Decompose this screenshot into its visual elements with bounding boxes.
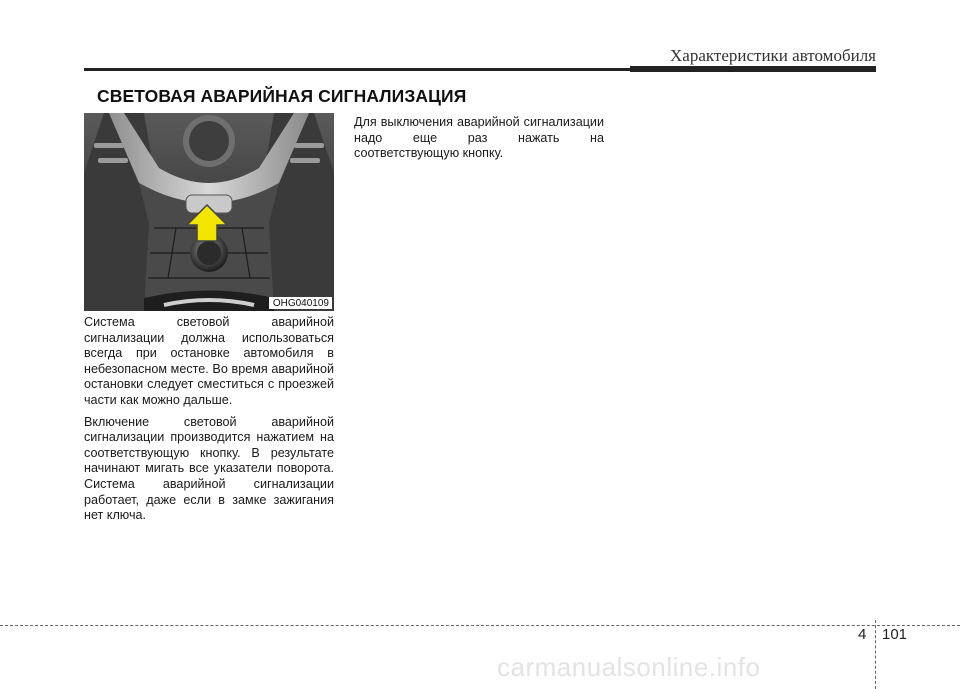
watermark: carmanualsonline.info [497, 652, 761, 682]
figure-code: OHG040109 [269, 297, 332, 309]
dashboard-console-illustration [84, 113, 334, 311]
chapter-number: 4 [858, 626, 867, 643]
section-title: СВЕТОВАЯ АВАРИЙНАЯ СИГНАЛИЗАЦИЯ [97, 86, 467, 106]
footer-divider [875, 620, 876, 689]
page-number: 101 [882, 626, 908, 643]
header-title: Характеристики автомобиля [670, 46, 876, 65]
left-text-column [84, 315, 334, 530]
paragraph-deactivation: Для выключения аварийной сигнализации надо еще раз нажать на соответствующую кнопку. [354, 115, 604, 161]
footer-rule [0, 625, 960, 626]
hazard-button-photo [84, 113, 334, 311]
paragraph-activation: Включение световой аварийной сигнализации производится нажатием на соответствующую кнопку. В результате начинают мигать все указатели поворота. Система аварийной сигнализации работает, даже если в замке зажигания нет ключа. [84, 414, 334, 523]
right-text-column [354, 115, 604, 168]
paragraph-usage: Система световой аварийной сигнализации должна использоваться всегда при остановке автомобиля в небезопасном месте. Во время аварийной остановки следует сместиться с проезжей части как можно дальше. [84, 315, 334, 407]
header-rule-accent [630, 66, 876, 72]
